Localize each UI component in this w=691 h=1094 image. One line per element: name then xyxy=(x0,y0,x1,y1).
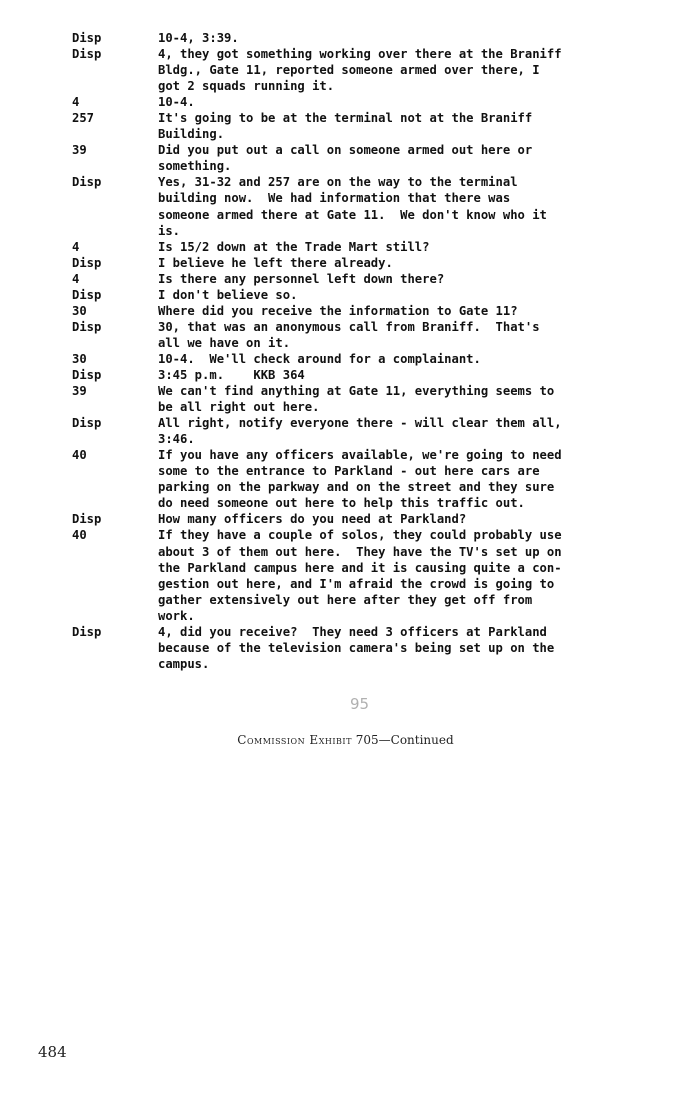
caption-prefix: Commission Exhibit xyxy=(237,733,352,747)
speaker-label: 30 xyxy=(72,303,87,318)
message-text xyxy=(158,174,632,238)
message-line: Yes, 31-32 and 257 are on the way to the terminal xyxy=(158,175,518,190)
message-text xyxy=(158,142,632,174)
message-text xyxy=(158,46,632,94)
transcript-entry xyxy=(72,511,632,527)
message-text xyxy=(158,367,632,383)
transcript-entry xyxy=(72,110,632,142)
message-line: 3:45 p.m. KKB 364 xyxy=(158,367,305,382)
transcript-entry xyxy=(72,527,632,623)
speaker-label: Disp xyxy=(72,31,102,45)
speaker-label: 39 xyxy=(72,143,87,158)
message-line: 4, they got something working over there at the Braniff xyxy=(158,47,562,62)
speaker-label: Disp xyxy=(72,287,102,302)
message-line: Is 15/2 down at the Trade Mart still? xyxy=(158,239,430,254)
speaker-label: 4 xyxy=(72,95,80,110)
transcript-entry xyxy=(72,255,632,271)
speaker-label: Disp xyxy=(72,512,102,527)
message-line: Building. xyxy=(158,127,225,142)
transcript-entry xyxy=(72,46,632,94)
message-line: work. xyxy=(158,608,195,623)
message-line: building now. We had information that there was xyxy=(158,191,511,206)
message-line: about 3 of them out here. They have the TV's set up on xyxy=(158,544,562,559)
speaker-label: 4 xyxy=(72,271,80,286)
speaker-label: 39 xyxy=(72,384,87,399)
speaker-label: 40 xyxy=(72,448,87,463)
message-line: 10-4, 3:39. xyxy=(158,31,239,45)
transcript-entry xyxy=(72,287,632,303)
message-line: all we have on it. xyxy=(158,335,291,350)
speaker-label: Disp xyxy=(72,175,102,190)
message-line: be all right out here. xyxy=(158,400,320,415)
caption-number: 705 xyxy=(355,733,379,747)
speaker-label: Disp xyxy=(72,47,102,62)
transcript-entry xyxy=(72,367,632,383)
message-line: Is there any personnel left down there? xyxy=(158,271,445,286)
transcript-entry xyxy=(72,174,632,238)
speaker-label: Disp xyxy=(72,255,102,270)
transcript-entry xyxy=(72,30,632,46)
message-line: I don't believe so. xyxy=(158,287,298,302)
message-line: 10-4. We'll check around for a complainant. xyxy=(158,351,481,366)
caption-suffix: —Continued xyxy=(378,733,454,747)
message-line: some to the entrance to Parkland - out here cars are xyxy=(158,464,540,479)
transcript-entry xyxy=(72,624,632,672)
message-line: got 2 squads running it. xyxy=(158,79,335,94)
speaker-label: 4 xyxy=(72,239,80,254)
message-line: I believe he left there already. xyxy=(158,255,393,270)
transcript-entry xyxy=(72,351,632,367)
message-line: is. xyxy=(158,223,181,238)
message-line: 30, that was an anonymous call from Braniff. That's xyxy=(158,319,540,334)
exhibit-caption xyxy=(0,733,691,747)
message-line: 3:46. xyxy=(158,432,195,447)
transcript-entry xyxy=(72,383,632,415)
message-line: 4, did you receive? They need 3 officers at Parkland xyxy=(158,624,547,639)
message-line: We can't find anything at Gate 11, everything seems to xyxy=(158,384,555,399)
message-line: parking on the parkway and on the street and they sure xyxy=(158,480,555,495)
message-line: It's going to be at the terminal not at the Braniff xyxy=(158,111,533,126)
message-line: Bldg., Gate 11, reported someone armed over there, I xyxy=(158,63,540,78)
message-line: the Parkland campus here and it is causing quite a con- xyxy=(158,560,562,575)
speaker-label: 40 xyxy=(72,528,87,543)
message-line: If you have any officers available, we're going to need xyxy=(158,448,562,463)
message-line: All right, notify everyone there - will clear them all, xyxy=(158,416,562,431)
message-text xyxy=(158,94,632,110)
message-line: Where did you receive the information to Gate 11? xyxy=(158,303,518,318)
message-text xyxy=(158,271,632,287)
faint-page-marker: 95 xyxy=(350,695,370,713)
message-text xyxy=(158,110,632,142)
message-line: because of the television camera's being set up on the xyxy=(158,640,555,655)
message-line: If they have a couple of solos, they could probably use xyxy=(158,528,562,543)
message-text xyxy=(158,351,632,367)
speaker-label: 257 xyxy=(72,111,95,126)
page-number: 484 xyxy=(38,1043,67,1061)
message-line: How many officers do you need at Parkland? xyxy=(158,512,467,527)
message-text xyxy=(158,415,632,447)
speaker-label: Disp xyxy=(72,319,102,334)
transcript-entry xyxy=(72,239,632,255)
message-text xyxy=(158,255,632,271)
message-text xyxy=(158,624,632,672)
message-line: Did you put out a call on someone armed out here or xyxy=(158,143,533,158)
message-line: something. xyxy=(158,159,232,174)
message-text xyxy=(158,303,632,319)
message-text xyxy=(158,239,632,255)
message-line: campus. xyxy=(158,656,210,671)
transcript-entry xyxy=(72,447,632,511)
message-text xyxy=(158,319,632,351)
transcript-entry xyxy=(72,271,632,287)
message-text xyxy=(158,287,632,303)
message-line: gather extensively out here after they get off from xyxy=(158,592,533,607)
speaker-label: Disp xyxy=(72,367,102,382)
message-line: gestion out here, and I'm afraid the crowd is going to xyxy=(158,576,555,591)
transcript-entry xyxy=(72,303,632,319)
message-text xyxy=(158,30,632,46)
message-text xyxy=(158,383,632,415)
radio-transcript xyxy=(72,30,632,672)
message-text xyxy=(158,447,632,511)
speaker-label: Disp xyxy=(72,416,102,431)
message-line: 10-4. xyxy=(158,95,195,110)
message-line: do need someone out here to help this traffic out. xyxy=(158,496,525,511)
speaker-label: Disp xyxy=(72,624,102,639)
speaker-label: 30 xyxy=(72,351,87,366)
transcript-entry xyxy=(72,94,632,110)
message-line: someone armed there at Gate 11. We don't know who it xyxy=(158,207,547,222)
transcript-entry xyxy=(72,319,632,351)
transcript-entry xyxy=(72,142,632,174)
message-text xyxy=(158,511,632,527)
transcript-entry xyxy=(72,415,632,447)
message-text xyxy=(158,527,632,623)
